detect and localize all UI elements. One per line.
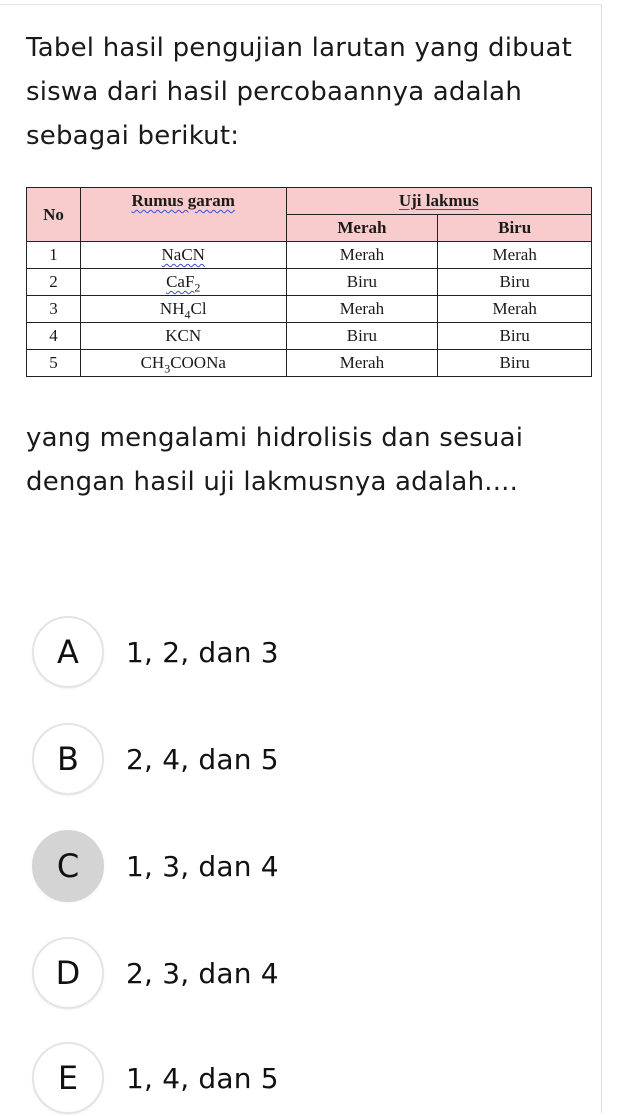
cell-biru: Merah [438,296,592,323]
option-text[interactable]: 1, 3, dan 4 [126,849,279,883]
option-b[interactable] [32,721,552,797]
cell-no: 5 [27,350,81,377]
cell-merah: Biru [286,269,438,296]
litmus-test-table [26,187,592,377]
option-text[interactable]: 1, 4, dan 5 [126,1061,279,1095]
table-row [27,296,592,323]
header-biru: Biru [438,215,592,242]
option-text[interactable]: 2, 4, dan 5 [126,742,279,776]
header-uji-lakmus: Uji lakmus [286,188,591,215]
option-text[interactable]: 1, 2, dan 3 [126,635,279,669]
option-e[interactable] [32,1040,552,1116]
option-letter-badge[interactable]: E [32,1042,104,1114]
option-letter-badge[interactable]: C [32,830,104,902]
cell-salt: KCN [80,323,286,350]
header-merah: Merah [286,215,438,242]
cell-merah: Biru [286,323,438,350]
header-no: No [27,188,81,242]
cell-merah: Merah [286,242,438,269]
option-text[interactable]: 2, 3, dan 4 [126,956,279,990]
question-intro: Tabel hasil pengujian larutan yang dibuat siswa dari hasil percobaannya adalah sebagai berikut: [26,33,573,151]
question-followup: yang mengalami hidrolisis dan sesuai dengan hasil uji lakmusnya adalah.... [26,423,524,497]
cell-no: 3 [27,296,81,323]
option-c[interactable] [32,828,552,904]
header-rumus-garam: Rumus garam [80,188,286,242]
cell-salt: $NH_4Cl$ [80,296,286,323]
table-row [27,242,592,269]
cell-no: 2 [27,269,81,296]
cell-biru: Merah [438,242,592,269]
table-row [27,269,592,296]
cell-merah: Merah [286,350,438,377]
cell-no: 1 [27,242,81,269]
option-d[interactable] [32,935,552,1011]
option-letter-badge[interactable]: D [32,937,104,1009]
table-row [27,323,592,350]
option-a[interactable] [32,614,552,690]
cell-merah: Merah [286,296,438,323]
option-letter-badge[interactable]: A [32,616,104,688]
cell-biru: Biru [438,350,592,377]
cell-biru: Biru [438,269,592,296]
cell-salt: NaCN [80,242,286,269]
option-letter-badge[interactable]: B [32,723,104,795]
table-row [27,350,592,377]
cell-salt: CaF$_2$ [80,269,286,296]
cell-biru: Biru [438,323,592,350]
cell-salt: $CH_3COONa$ [80,350,286,377]
cell-no: 4 [27,323,81,350]
